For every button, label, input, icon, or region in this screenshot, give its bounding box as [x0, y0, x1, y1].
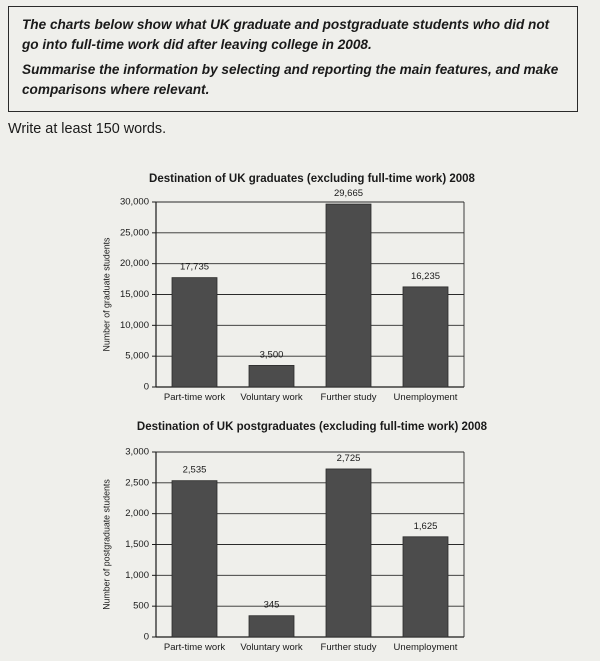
bar-further-study — [326, 204, 371, 387]
bar-unemployment — [403, 537, 448, 637]
data-label: 3,500 — [259, 349, 284, 361]
y-tick-label: 0 — [143, 631, 149, 643]
y-tick-label: 1,000 — [125, 569, 149, 581]
x-category-label: Unemployment — [393, 642, 458, 653]
y-tick-label: 15,000 — [119, 289, 149, 301]
chart-title: Destination of UK postgraduates (excluding full-time work) 2008 — [136, 421, 488, 434]
y-tick-label: 1,500 — [125, 539, 149, 551]
x-category-label: Voluntary work — [240, 642, 303, 653]
y-tick-label: 2,000 — [125, 508, 149, 520]
x-category-label: Unemployment — [393, 392, 458, 403]
y-tick-label: 2,500 — [125, 477, 149, 489]
data-label: 2,535 — [182, 464, 207, 476]
bar-further-study — [326, 469, 371, 637]
y-tick-label: 25,000 — [119, 227, 149, 239]
y-tick-label: 3,000 — [125, 446, 149, 458]
bar-voluntary-work — [249, 616, 294, 637]
y-axis-label: Number of graduate students — [101, 237, 112, 352]
word-count-instruction: Write at least 150 words. — [8, 121, 167, 137]
task-prompt-box — [8, 6, 578, 112]
x-category-label: Part-time work — [163, 392, 226, 403]
x-category-label: Further study — [320, 642, 377, 653]
bar-part-time-work — [172, 278, 217, 387]
bar-part-time-work — [172, 481, 217, 637]
y-tick-label: 0 — [143, 381, 149, 393]
chart-title: Destination of UK graduates (excluding full-time work) 2008 — [149, 173, 475, 186]
data-label: 2,725 — [336, 452, 361, 464]
y-tick-label: 20,000 — [119, 258, 149, 270]
data-label: 345 — [263, 599, 280, 611]
y-tick-label: 10,000 — [119, 319, 149, 331]
bar-voluntary-work — [249, 365, 294, 387]
y-tick-label: 30,000 — [119, 196, 149, 208]
data-label: 16,235 — [410, 270, 441, 282]
data-label: 1,625 — [413, 520, 438, 532]
bar-unemployment — [403, 287, 448, 387]
y-tick-label: 5,000 — [125, 350, 149, 362]
graduates-bar-chart — [0, 168, 600, 408]
task-prompt-instruction: Summarise the information by selecting and reporting the main features, and make comparisons where relevant. — [22, 62, 559, 97]
task-prompt-description: The charts below show what UK graduate and postgraduate students who did not go into full-time work did after leaving college in 2008. — [22, 17, 550, 52]
x-category-label: Part-time work — [163, 642, 226, 653]
data-label: 17,735 — [179, 261, 210, 273]
postgraduates-bar-chart — [0, 416, 600, 661]
y-axis-label: Number of postgraduate students — [101, 479, 112, 610]
x-category-label: Voluntary work — [240, 392, 303, 403]
data-label: 29,665 — [333, 188, 364, 200]
y-tick-label: 500 — [133, 600, 149, 612]
x-category-label: Further study — [320, 392, 377, 403]
